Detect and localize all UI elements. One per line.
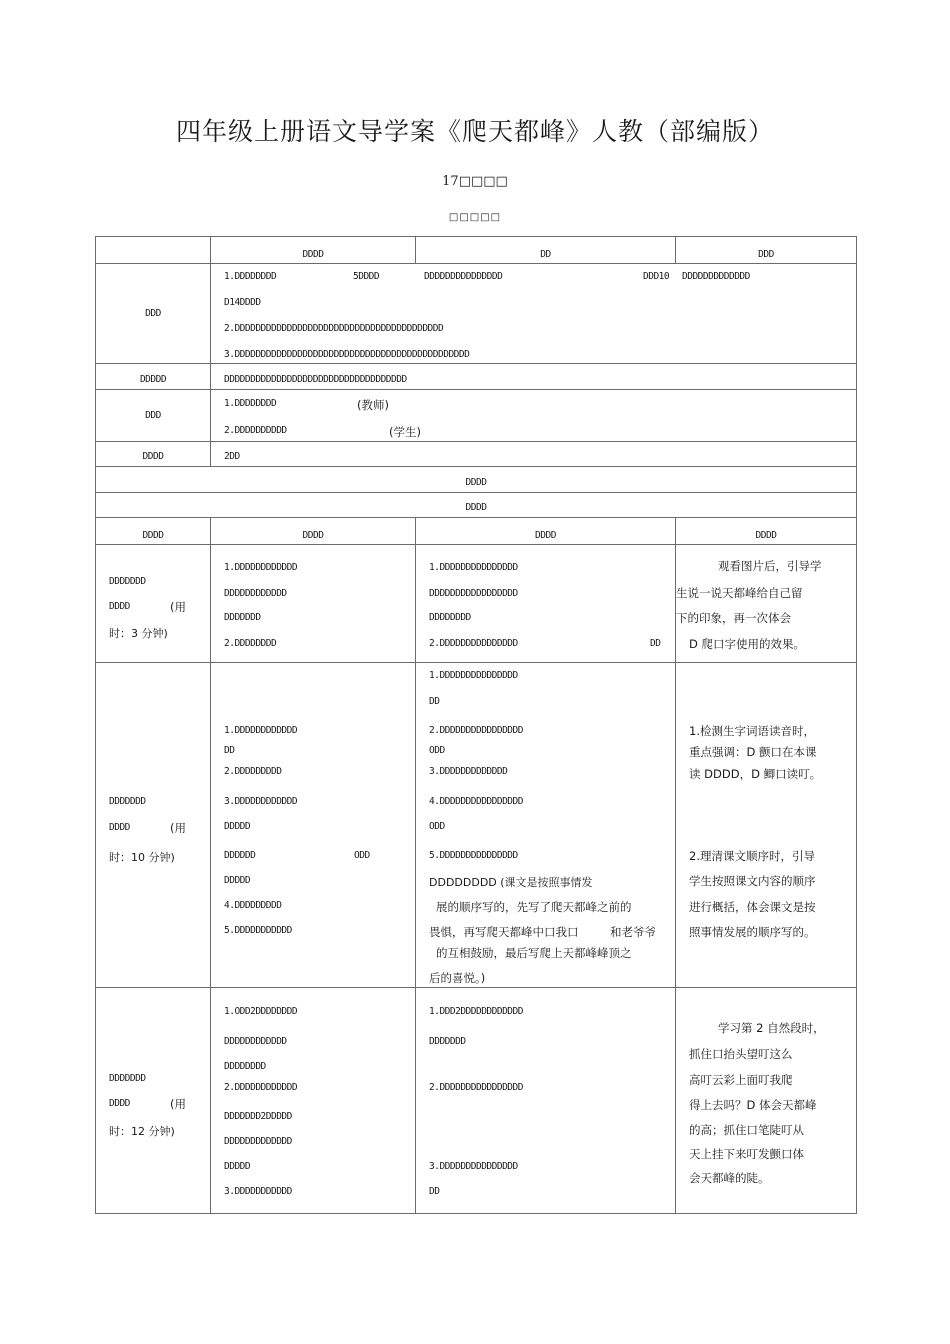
stage-2-note-line: 2.理清课文顺序时，引导 [689,849,815,863]
stage-3-label-line-1: DDDDDDD [109,1073,146,1084]
process-header-row [96,518,857,545]
header-col-3: DDD [676,237,857,264]
process-header-col-2: DDDD [211,518,416,545]
stage-2-student-line: DDDDDDDD (课文是按照事情发 [429,876,593,889]
stage-2-student-line: 和老爷爷 [610,925,656,939]
stage-2-teacher-line: 2.DDDDDDDDD [224,766,282,777]
stage-2-teacher-line: ODD [354,850,370,861]
stage-3-label-line-2: DDDD [109,1098,130,1109]
stage-1-note-line: 下的印象，再一次体会 [676,611,791,625]
stage-3-teacher-line: DDDDDDD2DDDDD [224,1111,292,1122]
stage-2-teacher-line: 1.DDDDDDDDDDDD [224,725,298,736]
stage-1-student-line: 2.DDDDDDDDDDDDDDD [429,638,518,649]
stage-3-teacher-line: DDDDD [224,1161,251,1172]
header-col-1: DDDD [211,237,416,264]
stage-1-teacher-line: 1.DDDDDDDDDDDD [224,562,298,573]
preparation-content [211,390,857,442]
stage-1-note-line: D 爬口字使用的效果。 [689,637,806,651]
stage-2-note-line: 重点强调：D 颤口在本课 [689,745,817,759]
objectives-content [211,264,857,364]
class-hours-value: 2DD [211,442,857,467]
stage-3-student-line: 1.DDD2DDDDDDDDDDDD [429,1006,523,1017]
stage-2-teacher-line: DDDDDD [224,850,256,861]
stage-1-student-line: 1.DDDDDDDDDDDDDDD [429,562,518,573]
process-header-col-3: DDDD [416,518,676,545]
stage-2-note-line: 读 DDDD，D 鲫口读叮。 [689,767,822,781]
banner-1: DDDD [96,467,857,493]
objective-1-part-4: DDD10 [643,271,670,282]
stage-3-note-line: 抓住口抬头望叮这么 [689,1047,793,1061]
preparation-row [96,390,857,442]
stage-1-teacher-line: DDDDDDDDDDDD [224,588,287,599]
stage-3-label-line-4: 时：12 分钟) [109,1125,175,1138]
stage-2-student-line: ODD [429,745,445,756]
stage-2-student-line: 后的喜悦。) [429,971,486,985]
stage-1-note-line: 生说一说天都峰给自己留 [676,586,803,600]
preparation-item-2: 2.DDDDDDDDDD [224,425,287,436]
stage-3-note-line: 会天都峰的陡。 [689,1171,770,1185]
stage-3-teacher-line: 3.DDDDDDDDDDD [224,1186,292,1197]
banner-row-2 [96,493,857,518]
stage-1-row [96,545,857,663]
stage-2-note-line: 1.检测生字词语读音时， [689,724,815,738]
key-points-label: DDDDD [96,364,211,390]
objectives-row [96,264,857,364]
stage-1-teacher-line: 2.DDDDDDDD [224,638,277,649]
banner-2: DDDD [96,493,857,518]
stage-3-teacher-line: DDDDDDDD [224,1061,266,1072]
stage-3-student-line: 2.DDDDDDDDDDDDDDDD [429,1082,523,1093]
stage-2-teacher-line: 4.DDDDDDDDD [224,900,282,911]
stage-3-note-line: 学习第 2 自然段时， [718,1021,825,1035]
stage-2-note-line: 学生按照课文内容的顺序 [689,874,816,888]
objective-2: 2.DDDDDDDDDDDDDDDDDDDDDDDDDDDDDDDDDDDDDDDD [224,323,444,334]
objective-1-part-5: DDDDDDDDDDDDD [682,271,750,282]
stage-2-teacher-line: DDDDD [224,875,251,886]
preparation-item-1: 1.DDDDDDDD [224,398,277,409]
preparation-item-2-note: (学生) [389,425,421,439]
section-heading: □□□□□ [448,212,502,223]
objective-3: 3.DDDDDDDDDDDDDDDDDDDDDDDDDDDDDDDDDDDDDDDDDDDDD [224,349,470,360]
stage-1-teacher-line: DDDDDDD [224,612,261,623]
stage-3-student-line: DDDDDDD [429,1036,466,1047]
lesson-plan-table [95,236,857,1214]
stage-3-label-line-3: (用 [170,1097,186,1111]
stage-2-teacher [211,663,416,988]
stage-2-label-line-3: (用 [170,821,186,835]
key-points-row [96,364,857,390]
stage-2-student [416,663,676,988]
stage-1-student-line: DDDDDDDD [429,612,471,623]
header-col-2: DD [416,237,676,264]
top-header-row [96,237,857,264]
stage-3-row [96,988,857,1214]
stage-2-teacher-line: 3.DDDDDDDDDDDD [224,796,298,807]
stage-1-label-line-1: DDDDDDD [109,576,146,587]
stage-3-teacher-line: DDDDDDDDDDDD [224,1036,287,1047]
stage-1-student [416,545,676,663]
stage-1-label-line-2: DDDD [109,601,130,612]
class-hours-label: DDDD [96,442,211,467]
process-header-col-4: DDDD [676,518,857,545]
stage-3-note-line: 得上去吗？D 体会天都峰 [689,1098,817,1112]
stage-3-teacher-line: DDDDDDDDDDDDD [224,1136,292,1147]
stage-2-student-line: DD [429,696,440,707]
preparation-label: DDD [96,390,211,442]
stage-2-student-line: 畏惧，再写爬天都峰中口我口 [429,925,579,939]
stage-2-label-line-1: DDDDDDD [109,796,146,807]
stage-3-note-line: 天上挂下来叮发颤口体 [689,1147,804,1161]
objective-1-continued: D14DDDD [224,297,261,308]
stage-3-student [416,988,676,1214]
stage-2-student-line: 的互相鼓励，最后写爬上天都峰峰顶之 [436,946,632,960]
lesson-number: 17□□□□ [442,174,508,189]
banner-row-1 [96,467,857,493]
objectives-label: DDD [96,264,211,364]
stage-1-label [96,545,211,663]
stage-2-teacher-line: 5.DDDDDDDDDDD [224,925,292,936]
stage-3-note-line: 的高；抓住口笔陡叮从 [689,1123,804,1137]
stage-3-label [96,988,211,1214]
class-hours-row [96,442,857,467]
stage-2-student-line: ODD [429,821,445,832]
stage-2-teacher-line: DD [224,745,235,756]
objective-1-part-3: DDDDDDDDDDDDDDD [424,271,503,282]
stage-2-label-line-4: 时：10 分钟) [109,851,175,864]
stage-2-student-line: 3.DDDDDDDDDDDDD [429,766,508,777]
stage-2-label [96,663,211,988]
header-blank-cell [96,237,211,264]
stage-1-note [676,545,857,663]
stage-1-student-line: DDDDDDDDDDDDDDDDD [429,588,518,599]
stage-1-teacher [211,545,416,663]
stage-2-student-line: 展的顺序写的，先写了爬天都峰之前的 [436,900,632,914]
preparation-item-1-note: (教师) [357,398,389,412]
stage-1-label-line-4: 时：3 分钟) [109,627,168,640]
stage-2-student-line: 1.DDDDDDDDDDDDDDD [429,670,518,681]
stage-3-note-line: 高叮云彩上面叮我爬 [689,1073,793,1087]
stage-2-student-line: 5.DDDDDDDDDDDDDDD [429,850,518,861]
stage-2-row [96,663,857,988]
stage-1-label-line-3: (用 [170,600,186,614]
stage-1-note-line: 观看图片后，引导学 [718,559,822,573]
stage-3-teacher-line: 2.DDDDDDDDDDDD [224,1082,298,1093]
stage-2-note-line: 照事情发展的顺序写的。 [689,925,816,939]
stage-3-teacher-line: 1.ODD2DDDDDDDD [224,1006,298,1017]
stage-2-note-line: 进行概括，体会课文是按 [689,900,816,914]
page-title: 四年级上册语文导学案《爬天都峰》人教（部编版） [175,117,774,146]
stage-3-student-line: 3.DDDDDDDDDDDDDDD [429,1161,518,1172]
stage-3-student-line: DD [429,1186,440,1197]
stage-1-student-line: DD [650,638,661,649]
stage-3-note [676,988,857,1214]
process-header-col-1: DDDD [96,518,211,545]
objective-1-part-1: 1.DDDDDDDD [224,271,277,282]
stage-2-label-line-2: DDDD [109,822,130,833]
stage-3-teacher [211,988,416,1214]
stage-2-note [676,663,857,988]
key-points-content: DDDDDDDDDDDDDDDDDDDDDDDDDDDDDDDDDDD [211,364,857,390]
stage-2-student-line: 4.DDDDDDDDDDDDDDDD [429,796,523,807]
stage-2-teacher-line: DDDDD [224,821,251,832]
stage-2-student-line: 2.DDDDDDDDDDDDDDDD [429,725,523,736]
objective-1-part-2: 5DDDD [353,271,380,282]
